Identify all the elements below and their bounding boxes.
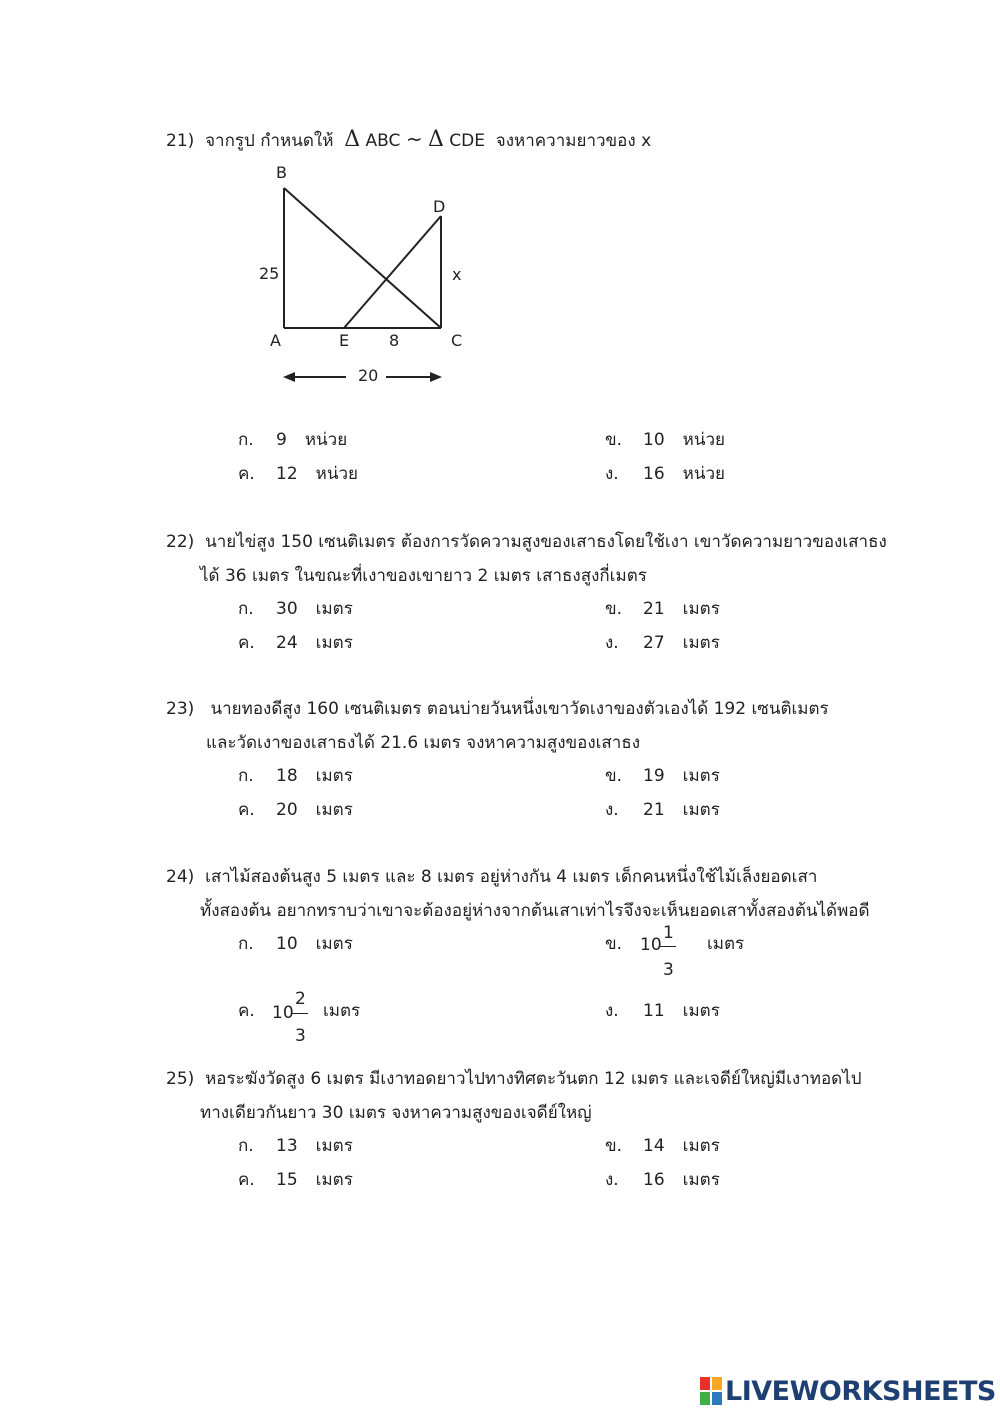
choice-letter: ง.: [605, 1001, 619, 1021]
question-22-stem: [166, 531, 887, 553]
fraction-denominator: 3: [663, 960, 674, 980]
choice-letter: ก.: [238, 599, 254, 619]
question-22-continuation: ได้ 36 เมตร ในขณะที่เงาของเขายาว 2 เมตร เสาธงสูงกี่เมตร: [200, 566, 647, 586]
delta-symbol: Δ: [427, 127, 444, 152]
logo-square: [700, 1377, 710, 1390]
choice-b[interactable]: [605, 765, 720, 787]
question-25-stem: [166, 1068, 862, 1090]
question-number: 25): [166, 1069, 195, 1089]
logo-mark-icon: [700, 1377, 722, 1405]
similar-symbol: ~: [405, 127, 423, 151]
question-number: 24): [166, 867, 195, 887]
choice-value: 14: [643, 1136, 665, 1156]
vertex-label-e: E: [339, 331, 350, 350]
choice-unit: หน่วย: [682, 430, 725, 450]
choice-unit: เมตร: [707, 934, 745, 954]
choice-b[interactable]: [605, 598, 720, 620]
choice-letter: ค.: [238, 464, 255, 484]
fraction-denominator: 3: [295, 1026, 306, 1046]
side-ed: [344, 216, 441, 328]
choice-letter: ก.: [238, 1136, 254, 1156]
question-21-stem: [166, 128, 651, 152]
choice-letter: ค.: [238, 800, 255, 820]
choice-unit: เมตร: [682, 1170, 720, 1190]
choice-value: 16: [643, 464, 665, 484]
choice-b[interactable]: [605, 922, 765, 980]
choice-letter: ก.: [238, 766, 254, 786]
choice-letter: ก.: [238, 934, 254, 954]
triangle-name: CDE: [449, 131, 485, 151]
vertex-label-c: C: [451, 331, 463, 350]
fraction-numerator: 2: [295, 989, 306, 1009]
question-25-continuation: ทางเดียวกันยาว 30 เมตร จงหาความสูงของเจดีย์ใหญ่: [200, 1103, 592, 1123]
choice-unit: เมตร: [315, 766, 353, 786]
choice-letter: ข.: [605, 934, 623, 954]
choice-unit: หน่วย: [304, 430, 348, 450]
choice-unit: เมตร: [315, 633, 353, 653]
choice-unit: เมตร: [315, 599, 353, 619]
side-label-dc: x: [452, 265, 462, 284]
choice-value: 21: [643, 800, 665, 820]
choice-letter: ค.: [238, 1001, 255, 1021]
choice-a[interactable]: [238, 933, 353, 955]
choice-unit: เมตร: [315, 934, 353, 954]
choice-value: 19: [643, 766, 665, 786]
choice-c[interactable]: [238, 799, 353, 821]
choice-value: 24: [276, 633, 298, 653]
choice-unit: เมตร: [682, 1136, 720, 1156]
choice-letter: ก.: [238, 430, 254, 450]
question-text: นายไข่สูง 150 เซนติเมตร ต้องการวัดความสูงของเสาธงโดยใช้เงา เขาวัดความยาวของเสาธง: [205, 532, 887, 552]
arrowhead-left: [283, 372, 295, 382]
choice-value: 10: [276, 934, 298, 954]
question-text: จงหาความยาวของ x: [495, 131, 652, 151]
triangle-name: ABC: [365, 131, 401, 151]
choice-value: 30: [276, 599, 298, 619]
choice-unit: เมตร: [682, 633, 720, 653]
choice-unit: เมตร: [323, 1001, 361, 1021]
choice-d[interactable]: [605, 463, 725, 485]
base-length-label: 20: [358, 366, 379, 385]
choice-unit: เมตร: [682, 800, 720, 820]
choice-unit: หน่วย: [315, 464, 358, 484]
choice-letter: ข.: [605, 430, 623, 450]
logo-square: [712, 1392, 722, 1405]
choice-value: 20: [276, 800, 298, 820]
question-text: เสาไม้สองต้นสูง 5 เมตร และ 8 เมตร อยู่ห่างกัน 4 เมตร เด็กคนหนึ่งใช้ไม้เล็งยอดเสา: [205, 867, 818, 887]
choice-value: 18: [276, 766, 298, 786]
choice-unit: เมตร: [682, 1001, 720, 1021]
vertex-label-d: D: [433, 197, 446, 216]
choice-c[interactable]: [238, 463, 358, 485]
logo-square: [712, 1377, 722, 1390]
choice-value: 10: [643, 430, 665, 450]
fraction-numerator: 1: [663, 923, 674, 943]
choice-letter: ง.: [605, 464, 619, 484]
question-23-stem: [166, 698, 829, 720]
choice-letter: ข.: [605, 1136, 623, 1156]
choice-c[interactable]: [238, 988, 378, 1046]
choice-value: 15: [276, 1170, 298, 1190]
question-23-continuation: และวัดเงาของเสาธงได้ 21.6 เมตร จงหาความสูงของเสาธง: [206, 733, 641, 753]
choice-d[interactable]: [605, 1169, 720, 1191]
choice-unit: เมตร: [315, 1136, 353, 1156]
choice-letter: ค.: [238, 1170, 255, 1190]
choice-a[interactable]: [238, 598, 353, 620]
choice-d[interactable]: [605, 1000, 720, 1022]
question-number: 21): [166, 131, 195, 151]
choice-letter: ข.: [605, 599, 623, 619]
choice-letter: ง.: [605, 1170, 619, 1190]
question-text: หอระฆังวัดสูง 6 เมตร มีเงาทอดยาวไปทางทิศตะวันตก 12 เมตร และเจดีย์ใหญ่มีเงาทอดไป: [205, 1069, 862, 1089]
choice-d[interactable]: [605, 632, 720, 654]
choice-letter: ง.: [605, 633, 619, 653]
choice-b[interactable]: [605, 1135, 720, 1157]
question-number: 22): [166, 532, 195, 552]
choice-value: 12: [276, 464, 298, 484]
choice-value: 13: [276, 1136, 298, 1156]
choice-value: 9: [276, 430, 287, 450]
choice-unit: หน่วย: [682, 464, 725, 484]
logo-square: [700, 1392, 710, 1405]
mixed-number-whole: 10: [640, 935, 662, 955]
vertex-label-a: A: [270, 331, 281, 350]
mixed-number-whole: 10: [272, 1003, 294, 1023]
choice-value: 11: [643, 1001, 665, 1021]
choice-value: 27: [643, 633, 665, 653]
question-24-continuation: ทั้งสองต้น อยากทราบว่าเขาจะต้องอยู่ห่างจากต้นเสาเท่าไรจึงจะเห็นยอดเสาทั้งสองต้นได้พอดี: [200, 901, 870, 921]
choice-value: 21: [643, 599, 665, 619]
brand-wordmark: LIVEWORKSHEETS: [725, 1375, 996, 1407]
choice-unit: เมตร: [682, 599, 720, 619]
side-label-ab: 25: [259, 264, 280, 283]
choice-unit: เมตร: [315, 800, 353, 820]
choice-c[interactable]: [238, 1169, 353, 1191]
choice-unit: เมตร: [682, 766, 720, 786]
choice-letter: ข.: [605, 766, 623, 786]
choice-letter: ค.: [238, 633, 255, 653]
question-number: 23): [166, 699, 195, 719]
choice-a[interactable]: [238, 429, 347, 451]
choice-b[interactable]: [605, 429, 725, 451]
choice-d[interactable]: [605, 799, 720, 821]
segment-label-ec: 8: [389, 331, 400, 350]
choice-unit: เมตร: [315, 1170, 353, 1190]
liveworksheets-logo: [700, 1374, 996, 1408]
question-text: จากรูป กำหนดให้: [205, 131, 334, 151]
question-text: นายทองดีสูง 160 เซนติเมตร ตอนบ่ายวันหนึ่งเขาวัดเงาของตัวเองได้ 192 เซนติเมตร: [210, 699, 829, 719]
choice-value: 16: [643, 1170, 665, 1190]
choice-letter: ง.: [605, 800, 619, 820]
arrowhead-right: [430, 372, 442, 382]
choice-c[interactable]: [238, 632, 353, 654]
vertex-label-b: B: [276, 163, 287, 182]
question-24-stem: [166, 866, 817, 888]
choice-a[interactable]: [238, 765, 353, 787]
choice-a[interactable]: [238, 1135, 353, 1157]
delta-symbol: Δ: [344, 127, 361, 152]
